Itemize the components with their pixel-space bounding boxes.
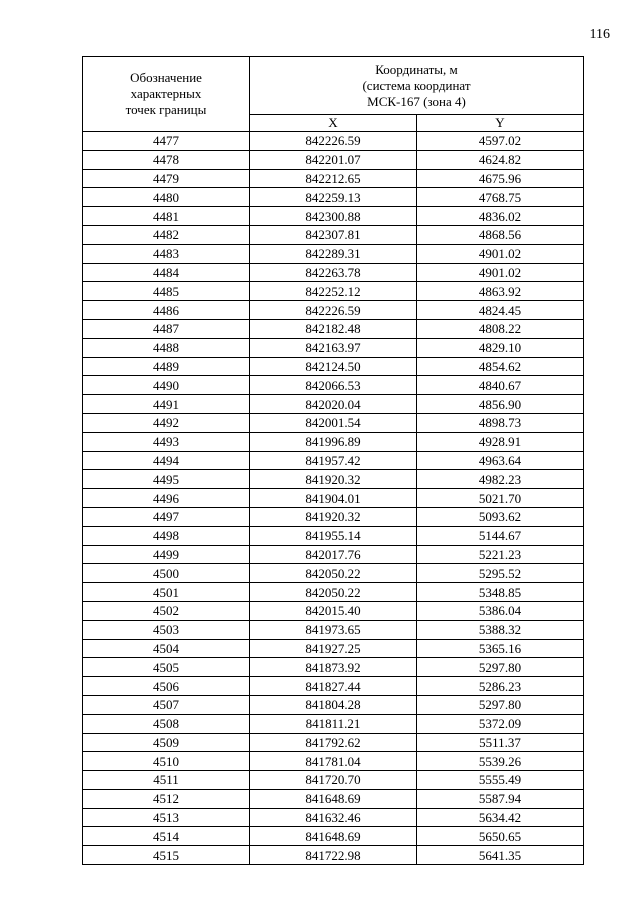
table-header <box>83 57 584 132</box>
point-cell: 4507 <box>83 695 250 714</box>
point-cell: 4508 <box>83 714 250 733</box>
point-cell: 4486 <box>83 301 250 320</box>
table-row <box>83 583 584 602</box>
y-coordinate-cell: 5144.67 <box>417 526 584 545</box>
y-coordinate-cell: 5221.23 <box>417 545 584 564</box>
x-coordinate-cell: 841920.32 <box>250 507 417 526</box>
x-coordinate-cell: 842017.76 <box>250 545 417 564</box>
table-row <box>83 752 584 771</box>
y-column-header: Y <box>417 115 584 132</box>
point-cell: 4504 <box>83 639 250 658</box>
point-cell: 4489 <box>83 357 250 376</box>
point-cell: 4477 <box>83 132 250 151</box>
x-coordinate-cell: 842226.59 <box>250 301 417 320</box>
y-coordinate-cell: 5021.70 <box>417 489 584 508</box>
y-coordinate-cell: 5388.32 <box>417 620 584 639</box>
y-coordinate-cell: 4928.91 <box>417 432 584 451</box>
y-coordinate-cell: 4675.96 <box>417 169 584 188</box>
y-coordinate-cell: 4856.90 <box>417 395 584 414</box>
point-cell: 4491 <box>83 395 250 414</box>
point-cell: 4490 <box>83 376 250 395</box>
table-row <box>83 301 584 320</box>
y-coordinate-cell: 5511.37 <box>417 733 584 752</box>
table-row <box>83 188 584 207</box>
x-column-header: X <box>250 115 417 132</box>
table-row <box>83 695 584 714</box>
x-coordinate-cell: 842001.54 <box>250 413 417 432</box>
point-cell: 4495 <box>83 470 250 489</box>
x-coordinate-cell: 842015.40 <box>250 601 417 620</box>
point-cell: 4488 <box>83 338 250 357</box>
point-cell: 4514 <box>83 827 250 846</box>
coords-header-line: МСК-167 (зона 4) <box>367 93 466 109</box>
y-coordinate-cell: 5650.65 <box>417 827 584 846</box>
y-coordinate-cell: 4901.02 <box>417 244 584 263</box>
y-coordinate-cell: 5372.09 <box>417 714 584 733</box>
table-row <box>83 545 584 564</box>
table-row <box>83 827 584 846</box>
point-cell: 4496 <box>83 489 250 508</box>
y-coordinate-cell: 4768.75 <box>417 188 584 207</box>
x-coordinate-cell: 841804.28 <box>250 695 417 714</box>
x-coordinate-cell: 841927.25 <box>250 639 417 658</box>
table-body <box>83 132 584 865</box>
x-coordinate-cell: 842252.12 <box>250 282 417 301</box>
x-coordinate-cell: 842163.97 <box>250 338 417 357</box>
table-row <box>83 207 584 226</box>
y-coordinate-cell: 4829.10 <box>417 338 584 357</box>
point-cell: 4511 <box>83 771 250 790</box>
table-row <box>83 376 584 395</box>
point-header-line: точек границы <box>125 102 207 117</box>
x-coordinate-cell: 841811.21 <box>250 714 417 733</box>
table-row <box>83 319 584 338</box>
x-coordinate-cell: 842182.48 <box>250 319 417 338</box>
y-coordinate-cell: 4836.02 <box>417 207 584 226</box>
table-row <box>83 282 584 301</box>
x-coordinate-cell: 842263.78 <box>250 263 417 282</box>
table-row <box>83 432 584 451</box>
y-coordinate-cell: 4824.45 <box>417 301 584 320</box>
table-row <box>83 620 584 639</box>
point-designation-header <box>83 57 250 132</box>
y-coordinate-cell: 5093.62 <box>417 507 584 526</box>
table-row <box>83 451 584 470</box>
x-coordinate-cell: 842050.22 <box>250 583 417 602</box>
y-coordinate-cell: 5286.23 <box>417 677 584 696</box>
y-coordinate-cell: 4597.02 <box>417 132 584 151</box>
y-coordinate-cell: 4898.73 <box>417 413 584 432</box>
y-coordinate-cell: 4624.82 <box>417 150 584 169</box>
x-coordinate-cell: 842124.50 <box>250 357 417 376</box>
point-cell: 4483 <box>83 244 250 263</box>
table-row <box>83 395 584 414</box>
table-row <box>83 263 584 282</box>
x-coordinate-cell: 841955.14 <box>250 526 417 545</box>
x-coordinate-cell: 842289.31 <box>250 244 417 263</box>
point-cell: 4499 <box>83 545 250 564</box>
table-row <box>83 771 584 790</box>
x-coordinate-cell: 842066.53 <box>250 376 417 395</box>
page-number: 116 <box>589 27 610 42</box>
point-cell: 4512 <box>83 789 250 808</box>
table-row <box>83 489 584 508</box>
y-coordinate-cell: 5539.26 <box>417 752 584 771</box>
point-cell: 4503 <box>83 620 250 639</box>
x-coordinate-cell: 841873.92 <box>250 658 417 677</box>
table-row <box>83 169 584 188</box>
point-cell: 4479 <box>83 169 250 188</box>
table-row <box>83 714 584 733</box>
table-row <box>83 132 584 151</box>
table-row <box>83 526 584 545</box>
table-row <box>83 601 584 620</box>
x-coordinate-cell: 841720.70 <box>250 771 417 790</box>
table-row <box>83 507 584 526</box>
point-header-line: характерных <box>130 86 202 101</box>
point-cell: 4500 <box>83 564 250 583</box>
table-row <box>83 846 584 865</box>
point-header-line: Обозначение <box>130 70 202 85</box>
table-row <box>83 733 584 752</box>
x-coordinate-cell: 841996.89 <box>250 432 417 451</box>
point-cell: 4505 <box>83 658 250 677</box>
x-coordinate-cell: 841722.98 <box>250 846 417 865</box>
y-coordinate-cell: 5641.35 <box>417 846 584 865</box>
y-coordinate-cell: 4854.62 <box>417 357 584 376</box>
y-coordinate-cell: 4808.22 <box>417 319 584 338</box>
y-coordinate-cell: 5295.52 <box>417 564 584 583</box>
table-row <box>83 639 584 658</box>
point-cell: 4478 <box>83 150 250 169</box>
point-cell: 4506 <box>83 677 250 696</box>
x-coordinate-cell: 841792.62 <box>250 733 417 752</box>
y-coordinate-cell: 4840.67 <box>417 376 584 395</box>
x-coordinate-cell: 842050.22 <box>250 564 417 583</box>
y-coordinate-cell: 4982.23 <box>417 470 584 489</box>
point-cell: 4480 <box>83 188 250 207</box>
point-cell: 4482 <box>83 225 250 244</box>
table-row <box>83 470 584 489</box>
table-row <box>83 564 584 583</box>
point-cell: 4515 <box>83 846 250 865</box>
y-coordinate-cell: 4901.02 <box>417 263 584 282</box>
coords-header-line: Координаты, м <box>375 61 458 77</box>
table-row <box>83 808 584 827</box>
point-cell: 4502 <box>83 601 250 620</box>
table-row <box>83 357 584 376</box>
x-coordinate-cell: 842300.88 <box>250 207 417 226</box>
table-row <box>83 338 584 357</box>
y-coordinate-cell: 5365.16 <box>417 639 584 658</box>
y-coordinate-cell: 5634.42 <box>417 808 584 827</box>
y-coordinate-cell: 5587.94 <box>417 789 584 808</box>
y-coordinate-cell: 4963.64 <box>417 451 584 470</box>
x-coordinate-cell: 842212.65 <box>250 169 417 188</box>
table-row <box>83 413 584 432</box>
x-coordinate-cell: 842259.13 <box>250 188 417 207</box>
point-cell: 4497 <box>83 507 250 526</box>
coordinates-table <box>82 56 584 865</box>
table-row <box>83 677 584 696</box>
coordinates-header <box>250 57 584 115</box>
coords-header-line: (система координат <box>362 77 471 93</box>
x-coordinate-cell: 841648.69 <box>250 789 417 808</box>
x-coordinate-cell: 842201.07 <box>250 150 417 169</box>
x-coordinate-cell: 841973.65 <box>250 620 417 639</box>
x-coordinate-cell: 841920.32 <box>250 470 417 489</box>
point-cell: 4498 <box>83 526 250 545</box>
y-coordinate-cell: 5297.80 <box>417 695 584 714</box>
point-cell: 4492 <box>83 413 250 432</box>
y-coordinate-cell: 4868.56 <box>417 225 584 244</box>
y-coordinate-cell: 5555.49 <box>417 771 584 790</box>
point-cell: 4485 <box>83 282 250 301</box>
x-coordinate-cell: 842307.81 <box>250 225 417 244</box>
point-cell: 4494 <box>83 451 250 470</box>
table-row <box>83 789 584 808</box>
point-cell: 4481 <box>83 207 250 226</box>
y-coordinate-cell: 5348.85 <box>417 583 584 602</box>
table-row <box>83 150 584 169</box>
x-coordinate-cell: 841957.42 <box>250 451 417 470</box>
y-coordinate-cell: 5297.80 <box>417 658 584 677</box>
y-coordinate-cell: 4863.92 <box>417 282 584 301</box>
x-coordinate-cell: 841648.69 <box>250 827 417 846</box>
x-coordinate-cell: 841632.46 <box>250 808 417 827</box>
table-row <box>83 244 584 263</box>
x-coordinate-cell: 842226.59 <box>250 132 417 151</box>
point-cell: 4487 <box>83 319 250 338</box>
point-cell: 4513 <box>83 808 250 827</box>
x-coordinate-cell: 841904.01 <box>250 489 417 508</box>
x-coordinate-cell: 842020.04 <box>250 395 417 414</box>
table-row <box>83 225 584 244</box>
y-coordinate-cell: 5386.04 <box>417 601 584 620</box>
x-coordinate-cell: 841827.44 <box>250 677 417 696</box>
point-cell: 4484 <box>83 263 250 282</box>
point-cell: 4510 <box>83 752 250 771</box>
point-cell: 4509 <box>83 733 250 752</box>
table-row <box>83 658 584 677</box>
point-cell: 4501 <box>83 583 250 602</box>
x-coordinate-cell: 841781.04 <box>250 752 417 771</box>
point-cell: 4493 <box>83 432 250 451</box>
